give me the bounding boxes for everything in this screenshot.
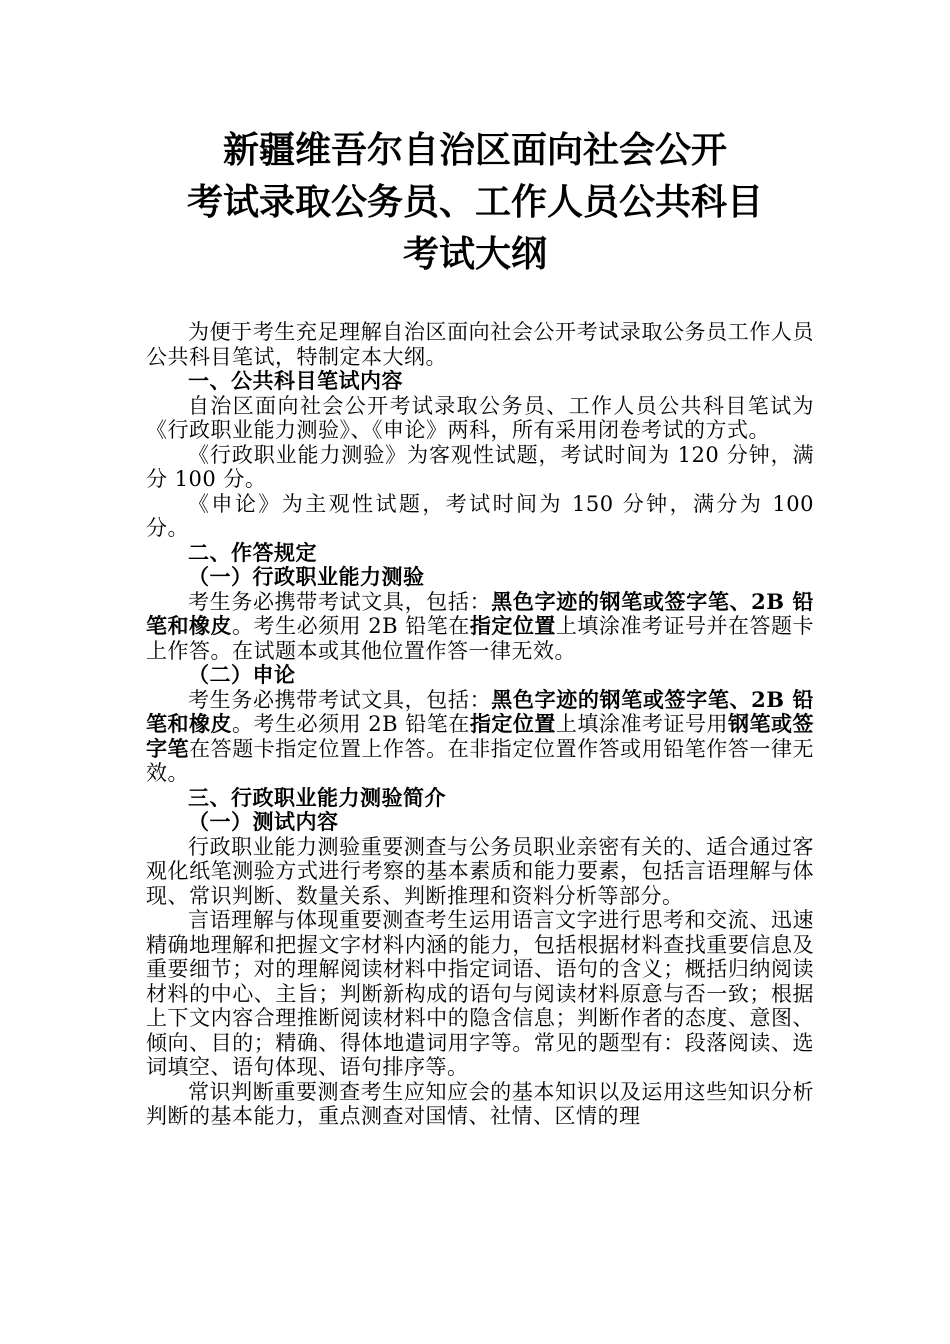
text-run: 。考生必须用 2B 铅笔在	[232, 712, 470, 736]
bold-run: 黑色字迹的钢笔或签字笔、2B 铅笔和橡皮	[146, 588, 815, 638]
section-heading-2: 二、作答规定	[188, 539, 317, 565]
title-line-2: 考试录取公务员、工作人员公共科目	[186, 181, 763, 223]
paragraph-xingce-rules	[146, 590, 814, 664]
document-title	[0, 124, 950, 280]
text-run: 。考生必须用 2B 铅笔在	[232, 614, 470, 638]
paragraph-verbal: 言语理解与体现重要测查考生运用语言文字进行思考和交流、迅速精确地理解和把握文字材料内涵的能力，包括根据材料查找重要信息及重要细节；对的理解阅读材料中指定词语、语句的含义；概括归纳阅读材料的中心、主旨；判断新构成的语句与阅读材料原意与否一致；根据上下文内容合理推断阅读材料中的隐含信息；判断作者的态度、意图、倾向、目的；精确、得体地遣词用字等。常见的题型有：段落阅读、选词填空、语句体现、语句排序等。	[146, 908, 814, 1079]
paragraph-shenlun-rules	[146, 688, 814, 786]
text-run: 上填涂准考证号用	[555, 712, 728, 736]
bold-run: 钢笔或签字笔	[146, 711, 815, 761]
paragraph-xingce-time: 《行政职业能力测验》为客观性试题，考试时间为 120 分钟，满分 100 分。	[146, 442, 814, 491]
text-run: 上填涂准考证号并在答题卡上作答。在试题本或其他位置作答一律无效。	[146, 614, 815, 663]
subsection-heading-xingce: （一）行政职业能力测验	[188, 564, 425, 589]
text-run: 考生务必携带考试文具，包括：	[188, 589, 492, 614]
text-run: 在答题卡指定位置上作答。在非指定位置作答或用铅笔作答一律无效。	[146, 736, 815, 785]
bold-run: 黑色字迹的钢笔或签字笔、2B 铅笔和橡皮	[146, 686, 815, 736]
paragraph-shenlun-time: 《申论》为主观性试题，考试时间为 150 分钟，满分为 100 分。	[146, 491, 814, 540]
subsection-heading-shenlun: （二）申论	[188, 662, 296, 687]
paragraph-exam-subjects: 自治区面向社会公开考试录取公务员、工作人员公共科目笔试为《行政职业能力测验》、《申论》两科，所有采用闭卷考试的方式。	[146, 393, 814, 442]
section-heading-3: 三、行政职业能力测验简介	[188, 784, 446, 810]
title-line-1: 新疆维吾尔自治区面向社会公开	[222, 129, 727, 171]
paragraph-test-content: 行政职业能力测验重要测查与公务员职业亲密有关的、适合通过客观化纸笔测验方式进行考察的基本素质和能力要素，包括言语理解与体现、常识判断、数量关系、判断推理和资料分析等部分。	[146, 834, 814, 908]
subsection-heading-test-content: （一）测试内容	[188, 809, 339, 834]
bold-run: 指定位置	[469, 613, 556, 638]
title-line-3: 考试大纲	[402, 233, 547, 275]
paragraph-common-sense: 常识判断重要测查考生应知应会的基本知识以及运用这些知识分析判断的基本能力，重点测查对国情、社情、区情的理	[146, 1079, 814, 1128]
document-body	[146, 320, 814, 1129]
intro-paragraph: 为便于考生充足理解自治区面向社会公开考试录取公务员工作人员公共科目笔试，特制定本大纲。	[146, 320, 814, 369]
section-heading-1: 一、公共科目笔试内容	[188, 368, 403, 393]
text-run: 考生务必携带考试文具，包括：	[188, 687, 492, 712]
bold-run: 指定位置	[469, 711, 556, 736]
